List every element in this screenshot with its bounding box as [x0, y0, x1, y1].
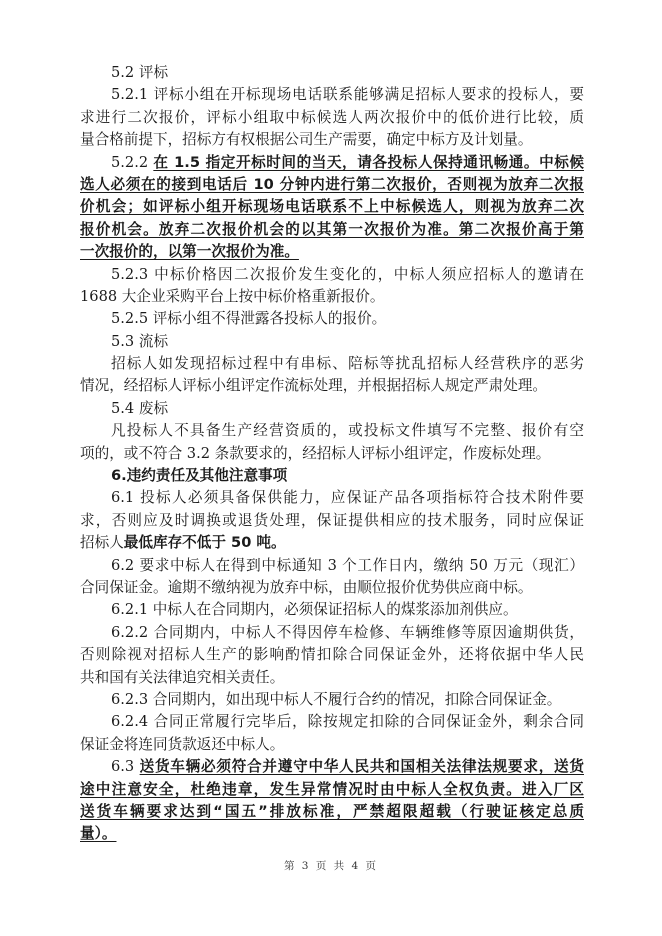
clause-number: 6.3	[111, 758, 140, 776]
section-heading-5-4: 5.4 废标	[111, 399, 169, 417]
paragraph-5-2-2-line-2: 选人必须在的接到电话后 10 分钟内进行第二次报价，否则视为放弃二次报	[80, 175, 584, 193]
paragraph-5-2-2-line-3: 价机会；如评标小组开标现场电话联系不上中标候选人，则视为放弃二次	[80, 198, 584, 216]
paragraph-5-2-1-line-1: 5.2.1 评标小组在开标现场电话联系能够满足招标人要求的投标人，要	[111, 86, 584, 104]
paragraph-5-2-2-line-4: 报价机会。放弃二次报价机会的以其第一次报价为准。第二次报价高于第	[80, 220, 584, 238]
paragraph-5-3-line-1: 招标人如发现招标过程中有串标、陪标等扰乱招标人经营秩序的恶劣	[111, 355, 584, 373]
paragraph-6-3-line-3: 送货车辆要求达到“国五”排放标准，严禁超限超载（行驶证核定总质	[80, 802, 584, 820]
paragraph-5-2-5: 5.2.5 评标小组不得泄露各投标人的报价。	[111, 310, 387, 328]
paragraph-6-3-line-2: 途中注意安全，杜绝违章，发生异常情况时由中标人全权负责。进入厂区	[80, 780, 584, 798]
paragraph-6-3-line-4	[80, 823, 584, 845]
paragraph-6-2-1: 6.2.1 中标人在合同期内，必须保证招标人的煤浆添加剂供应。	[111, 601, 518, 619]
paragraph-6-1-line-1: 6.1 投标人必须具备保供能力，应保证产品各项指标符合技术附件要	[111, 489, 584, 507]
paragraph-5-2-2-line-1	[80, 152, 584, 174]
paragraph-6-2-line-2: 合同保证金。逾期不缴纳视为放弃中标，由顺位报价优势供应商中标。	[80, 578, 533, 596]
paragraph-5-4-line-1: 凡投标人不具备生产经营资质的，或投标文件填写不完整、报价有空	[111, 422, 584, 440]
paragraph-5-2-2-line-5	[80, 241, 584, 263]
emphasized-text: 量）。	[80, 825, 117, 843]
paragraph-5-2-1-line-2: 求进行二次报价，评标小组取中标候选人两次报价中的低价进行比较，质	[80, 108, 584, 126]
document-page	[80, 62, 584, 846]
paragraph-6-2-4-line-1: 6.2.4 合同正常履行完毕后，除按规定扣除的合同保证金外，剩余合同	[111, 713, 584, 731]
section-heading-5-2: 5.2 评标	[111, 64, 169, 81]
section-heading-5-3: 5.3 流标	[111, 332, 169, 350]
paragraph-6-2-4-line-2: 保证金将连同货款返还中标人。	[80, 735, 285, 753]
paragraph-6-2-2-line-1: 6.2.2 合同期内，中标人不得因停车检修、车辆维修等原因逾期供货，	[111, 623, 584, 641]
plain-text: 招标人	[80, 534, 124, 552]
paragraph-6-2-3: 6.2.3 合同期内，如出现中标人不履行合约的情况，扣除合同保证金。	[111, 690, 562, 708]
paragraph-6-2-line-1: 6.2 要求中标人在得到中标通知 3 个工作日内，缴纳 50 万元（现汇）	[111, 556, 584, 574]
section-heading-6: 6.违约责任及其他注意事项	[111, 467, 288, 485]
paragraph-5-4-line-2: 项的，或不符合 3.2 条款要求的，经招标人评标小组评定，作废标处理。	[80, 444, 551, 462]
paragraph-6-2-2-line-2: 否则除视对招标人生产的影响酌情扣除合同保证金外，还将依据中华人民	[80, 646, 584, 664]
paragraph-5-3-line-2: 情况，经招标人评标小组评定作流标处理，并根据招标人规定严肃处理。	[80, 377, 548, 395]
emphasized-text: 最低库存不低于 50 吨。	[123, 534, 286, 552]
paragraph-5-2-3-line-2: 1688 大企业采购平台上按中标价格重新报价。	[80, 287, 385, 305]
paragraph-5-2-1-line-3: 量合格前提下，招标方有权根据公司生产需要，确定中标方及计划量。	[80, 131, 533, 149]
emphasized-text: 在 1.5 指定开标时间的当天，请各投标人保持通讯畅通。中标候	[153, 153, 584, 171]
paragraph-6-1-line-3	[80, 532, 584, 554]
paragraph-5-2-3-line-1: 5.2.3 中标价格因二次报价发生变化的，中标人须应招标人的邀请在	[111, 265, 584, 283]
paragraph-6-3-line-1	[80, 756, 584, 778]
page-footer: 第 3 页 共 4 页	[283, 860, 379, 872]
paragraph-6-2-2-line-3: 共和国有关法律追究相关责任。	[80, 668, 285, 686]
emphasized-text: 送货车辆必须符合并遵守中华人民共和国相关法律法规要求，送货	[139, 758, 584, 776]
paragraph-6-1-line-2: 求，否则应及时调换或退货处理，保证提供相应的技术服务，同时应保证	[80, 511, 584, 529]
emphasized-text: 一次报价的，以第一次报价为准。	[80, 243, 299, 261]
clause-number: 5.2.2	[111, 153, 154, 171]
